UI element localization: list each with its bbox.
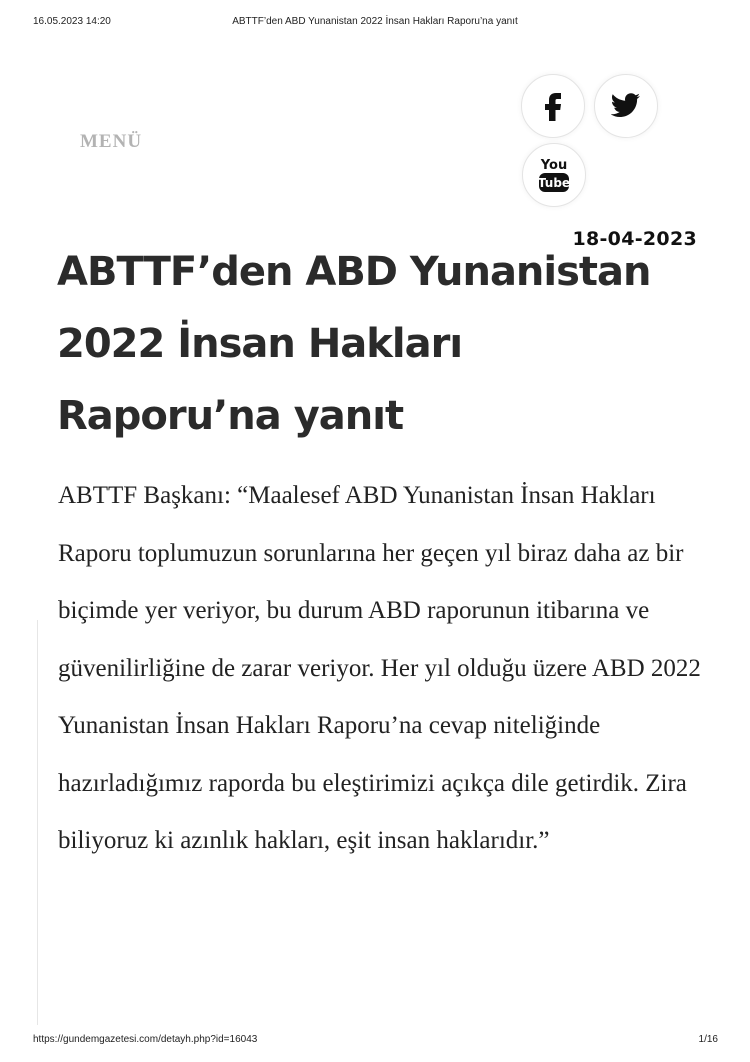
youtube-link[interactable] xyxy=(522,143,586,207)
print-document-title: ABTTF’den ABD Yunanistan 2022 İnsan Hakları Raporu’na yanıt xyxy=(232,16,518,27)
youtube-icon xyxy=(536,154,572,196)
twitter-icon xyxy=(611,93,641,119)
article-title: ABTTF’den ABD Yunanistan 2022 İnsan Hakları Raporu’na yanıt xyxy=(57,249,651,439)
print-url: https://gundemgazetesi.com/detayh.php?id=16043 xyxy=(33,1034,258,1045)
youtube-icon-text-bottom: Tube xyxy=(537,176,571,190)
menu-button[interactable]: MENÜ xyxy=(80,131,143,152)
print-datetime: 16.05.2023 14:20 xyxy=(33,16,111,27)
print-page-number: 1/16 xyxy=(698,1034,718,1045)
left-divider xyxy=(37,620,38,1025)
twitter-link[interactable] xyxy=(594,74,658,138)
facebook-link[interactable] xyxy=(521,74,585,138)
article-date: 18-04-2023 xyxy=(572,228,697,250)
facebook-icon xyxy=(541,91,565,121)
youtube-icon-text-top: You xyxy=(540,158,568,173)
article-body: ABTTF Başkanı: “Maalesef ABD Yunanistan İnsan Hakları Raporu toplumuzun sorunlarına her geçen yıl biraz daha az bir biçimde yer veriyor, bu durum ABD raporunun itibarına ve güvenilirliğine de zarar veriyor. Her yıl olduğu üzere ABD 2022 Yunanistan İnsan Hakları Raporu’na cevap niteliğinde hazırladığımız raporda bu eleştirimizi açıkça dile getirdik. Zira biliyoruz ki azınlık hakları, eşit insan haklarıdır.” xyxy=(58,482,701,854)
